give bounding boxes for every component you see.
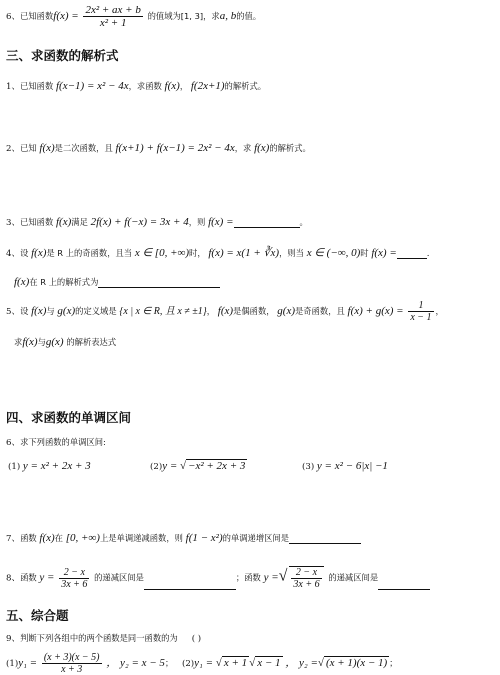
math: x ∈ [0, +∞) [134, 247, 190, 259]
q4-8-line [6, 566, 430, 590]
answer-blank[interactable] [397, 258, 427, 259]
math: ， y₂ = [285, 657, 318, 669]
math: f(x) [56, 216, 72, 228]
text: 与 [46, 306, 55, 316]
q4-7-line [6, 532, 361, 544]
item-label: (1) [6, 659, 19, 669]
math: f(1 − x²) [185, 532, 223, 544]
text: ； [389, 658, 398, 668]
answer-blank[interactable] [234, 227, 300, 228]
text: 已知函数 [20, 81, 54, 91]
sqrt-radicand: x + 1 [223, 657, 248, 669]
math: a, b [219, 10, 237, 22]
q3-1-line [6, 80, 266, 92]
answer-blank[interactable] [289, 543, 361, 544]
text: 已知 [20, 143, 37, 153]
text: 的单调递增区间是 [222, 533, 290, 543]
q4-6-line [6, 436, 106, 448]
text: 是二次函数，且 [54, 143, 113, 153]
item-label: (2) [150, 462, 163, 472]
text: ； [164, 658, 174, 668]
text: 求下列函数的单调区间: [20, 437, 106, 447]
text: 判断下列各组中的两个函数是同一函数的为 [20, 633, 178, 643]
math: f(x) = x(1 + ∛x) [208, 247, 280, 259]
sqrt-sign: √ [215, 657, 222, 669]
math: [0, +∞) [65, 532, 100, 544]
math: y = [162, 460, 178, 472]
sqrt-radicand: x − 1 [257, 657, 281, 669]
q-number: 5、 [6, 307, 21, 317]
sqrt-fraction [289, 566, 323, 590]
fraction-denominator: x + 3 [61, 664, 83, 675]
math: g(x) [277, 305, 295, 317]
q3-3-line [6, 216, 308, 228]
text: ， [179, 81, 189, 91]
text: 已知函数 [20, 217, 54, 227]
text: 求 [14, 337, 23, 347]
fraction-numerator: (x + 3)(x − 5) [43, 652, 100, 663]
text: . [426, 249, 430, 259]
math: f(x) [39, 142, 55, 154]
answer-paren[interactable]: ( ) [191, 634, 202, 644]
answer-blank[interactable] [378, 589, 430, 590]
math: f(x) [217, 305, 234, 317]
text: 函数 [20, 572, 37, 583]
text: ， [206, 306, 216, 316]
math: g(x) [45, 336, 64, 348]
text: 。 [299, 217, 308, 227]
q-number: 9、 [6, 634, 21, 644]
section-heading-5: 五、综合题 [6, 608, 69, 623]
text: ，则当 [279, 248, 304, 258]
q3-4-line [6, 246, 430, 259]
math: {x | x ∈ R, 且 x ≠ ±1} [119, 306, 207, 317]
text: ；函数 [235, 572, 261, 583]
q6-line [6, 4, 261, 29]
text: 上是单调递减函数，则 [99, 533, 183, 543]
math: y = x² + 2x + 3 [22, 460, 91, 472]
math: f(2x+1) [190, 80, 225, 92]
text: 的递减区间是 [94, 572, 144, 583]
text: ， [435, 306, 444, 316]
q-number: 7、 [6, 534, 21, 544]
fraction-numerator: 2 − x [291, 567, 321, 579]
fraction [408, 300, 433, 323]
math: f(x) [22, 336, 38, 348]
section-heading-3: 三、求函数的解析式 [6, 48, 119, 63]
fraction [42, 652, 102, 675]
q-number: 3、 [6, 218, 21, 228]
q4-item-1 [8, 460, 91, 472]
fraction [83, 4, 142, 29]
sqrt-radicand: (x + 1)(x − 1) [325, 657, 388, 669]
text: ，求函数 [128, 81, 162, 91]
math: f(x) [164, 80, 180, 92]
fraction-denominator: x² + 1 [99, 17, 127, 29]
text: 的解析式。 [269, 143, 311, 153]
q-number: 2、 [6, 144, 21, 154]
math: f(x) = [53, 10, 79, 22]
text: 是 R 上的奇函数，且当 [46, 248, 133, 258]
q5-items-line [6, 652, 398, 675]
item-label: (1) [8, 462, 21, 472]
text: 设 [20, 306, 29, 316]
q4-item-2 [150, 460, 247, 472]
q-number: 1、 [6, 82, 21, 92]
q-number: 6、 [6, 12, 21, 22]
text: 在 R 上的解析式为 [29, 277, 99, 287]
text: ，求 [234, 143, 252, 153]
text: 已知函数 [20, 11, 54, 21]
q3-5-line [6, 300, 444, 323]
text: 在 [54, 533, 63, 543]
fraction-numerator: 2 − x [59, 567, 89, 579]
q3-2-line [6, 142, 311, 154]
fraction-denominator: x − 1 [410, 312, 432, 323]
q3-5-line2 [14, 336, 116, 348]
item-label: (2) [181, 659, 195, 669]
fraction-numerator: 1 [408, 300, 433, 312]
section-heading-4: 四、求函数的单调区间 [6, 410, 132, 425]
math: f(x) [39, 532, 55, 544]
math: g(x) [57, 305, 76, 317]
text: 时 [360, 248, 369, 258]
math: f(x) [31, 247, 47, 259]
fraction-denominator: 3x + 6 [293, 579, 320, 590]
sqrt-radicand: −x² + 2x + 3 [188, 460, 246, 472]
text: 时， [189, 248, 206, 258]
math: f(x) [254, 142, 270, 154]
math: y₁ = [18, 657, 38, 669]
q-number: 8、 [6, 573, 21, 584]
text: 与 [37, 337, 46, 347]
text: 的定义域是 [75, 306, 117, 316]
math: 2f(x) + f(−x) = 3x + 4 [90, 216, 189, 228]
text: 是偶函数， [233, 306, 275, 316]
text: 的递减区间是 [328, 572, 379, 583]
sqrt-sign: √ [179, 460, 187, 472]
text: 是奇函数，且 [295, 306, 345, 316]
q3-4-line2 [14, 276, 220, 288]
q-number: 6、 [6, 438, 21, 448]
fraction-denominator: 3x + 6 [61, 578, 88, 590]
math: y = x² − 6|x| −1 [316, 460, 388, 472]
text: 的值域为[1, 3]，求 [147, 11, 220, 21]
item-label: (3) [302, 462, 315, 472]
sqrt-sign: √ [249, 657, 256, 669]
answer-blank[interactable] [144, 589, 236, 590]
sqrt-sign: √ [317, 657, 324, 669]
math: f(x) + g(x) = [347, 305, 404, 317]
math: f(x) = [208, 216, 234, 228]
text: 的解析式。 [224, 81, 267, 91]
text: 满足 [71, 217, 88, 227]
math: f(x−1) = x² − 4x [56, 80, 129, 92]
q5-9-line [6, 632, 201, 644]
math: y = [39, 571, 55, 584]
sqrt-sign: √ [278, 567, 288, 585]
math: f(x+1) + f(x−1) = 2x² − 4x [115, 142, 235, 154]
fraction [59, 567, 89, 590]
text: ，则 [188, 217, 206, 227]
math: f(x) = [371, 247, 397, 259]
text: 设 [20, 248, 29, 258]
math: f(x) [31, 305, 47, 317]
math: f(x) [14, 276, 30, 288]
text: 的解析表达式 [66, 337, 117, 347]
math: ， y₂ = x − 5 [106, 657, 165, 669]
math: x ∈ (−∞, 0) [306, 247, 361, 259]
math: y₁ = [194, 657, 214, 669]
text: 的值。 [236, 11, 262, 21]
q-number: 4、 [6, 249, 21, 259]
answer-blank[interactable] [98, 287, 220, 288]
q4-item-3 [302, 460, 388, 472]
text: 函数 [20, 533, 37, 543]
math: y = [263, 571, 279, 584]
fraction-numerator: 2x² + ax + b [85, 4, 141, 16]
